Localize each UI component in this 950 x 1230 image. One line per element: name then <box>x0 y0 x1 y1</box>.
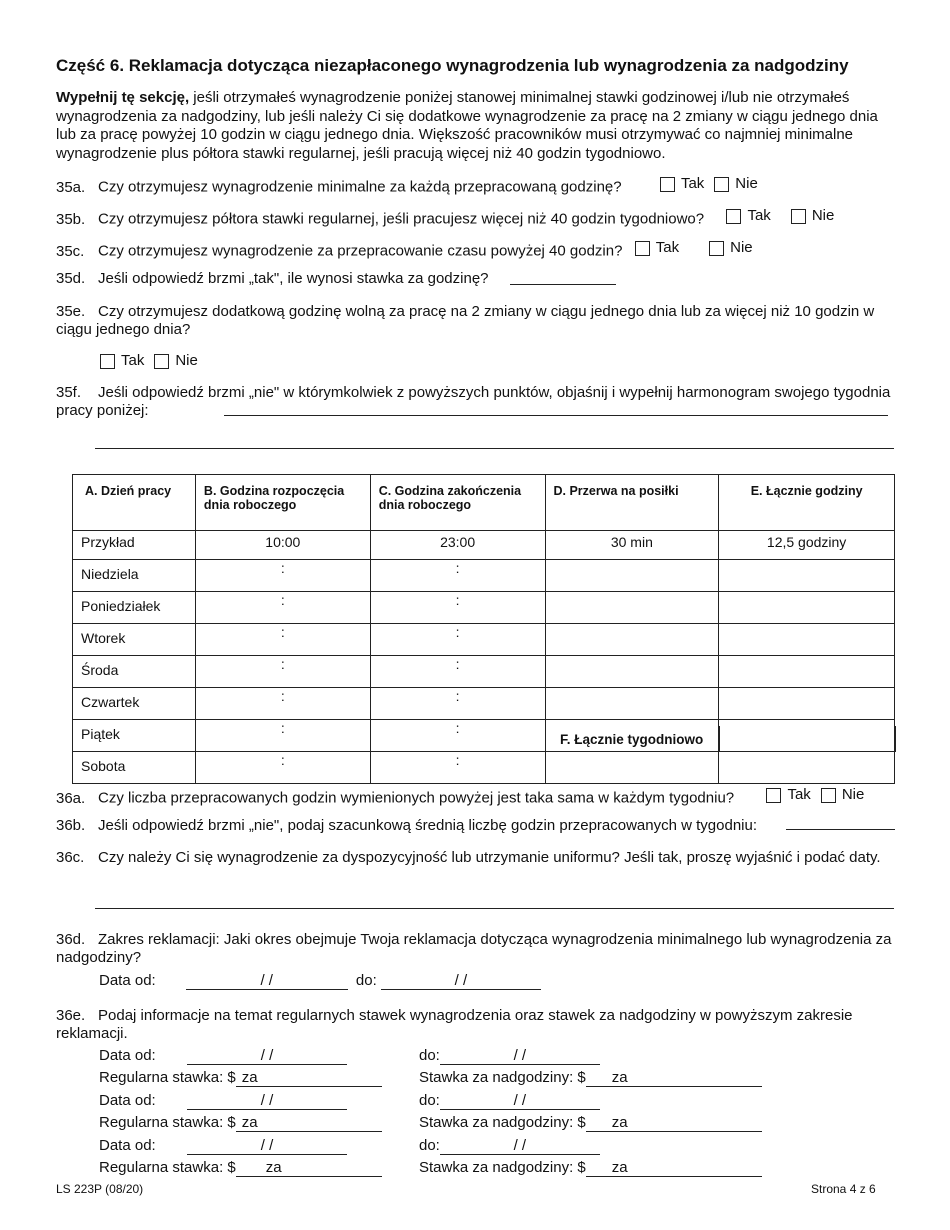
regular-rate-label: Regularna stawka: $ <box>99 1069 236 1086</box>
table-row <box>73 624 895 656</box>
option-no-label: Nie <box>811 207 835 224</box>
overtime-rate-2-field[interactable]: za <box>586 1114 762 1132</box>
hourly-rate-field[interactable] <box>510 284 616 285</box>
end-time-cell[interactable]: : <box>370 592 545 624</box>
question-number: 36b. <box>56 817 86 834</box>
question-text: Jeśli odpowiedź brzmi „tak", ile wynosi stawka za godzinę? <box>98 270 489 287</box>
start-time-cell[interactable]: : <box>195 560 370 592</box>
end-time-cell[interactable]: : <box>370 752 545 784</box>
rate-period-2-to <box>419 1092 600 1110</box>
rate-period-2-from <box>99 1092 347 1110</box>
example-total: 12,5 godziny <box>719 531 895 560</box>
explanation-field-line-2[interactable] <box>95 448 894 449</box>
overtime-rate-label: Stawka za nadgodziny: $ <box>419 1114 586 1131</box>
question-35e-options <box>100 352 208 374</box>
date-from-label: Data od: <box>99 1047 156 1064</box>
explanation-field-line-1[interactable] <box>224 415 888 416</box>
meal-break-cell[interactable] <box>545 624 719 656</box>
header-work-day: A. Dzień pracy <box>73 475 196 531</box>
example-end: 23:00 <box>370 531 545 560</box>
start-time-cell[interactable]: : <box>195 592 370 624</box>
day-label: Sobota <box>73 752 196 784</box>
option-yes-label: Tak <box>787 786 811 803</box>
overtime-rate-2 <box>419 1114 762 1132</box>
start-time-cell[interactable]: : <box>195 656 370 688</box>
option-yes-label: Tak <box>655 239 680 256</box>
question-36b <box>56 817 757 835</box>
to-label: do: <box>419 1092 440 1109</box>
end-time-cell[interactable]: : <box>370 560 545 592</box>
on-call-explanation-field[interactable] <box>95 908 894 909</box>
example-day: Przykład <box>73 531 196 560</box>
question-number: 36c. <box>56 849 85 866</box>
total-hours-cell[interactable] <box>719 688 895 720</box>
checkbox-35c-yes[interactable] <box>635 241 650 256</box>
form-id: LS 223P (08/20) <box>56 1182 144 1196</box>
claim-period-row <box>99 972 541 990</box>
table-row <box>73 656 895 688</box>
claim-date-to-field[interactable]: / / <box>381 972 541 990</box>
start-time-cell[interactable]: : <box>195 752 370 784</box>
start-time-cell[interactable]: : <box>195 720 370 752</box>
start-time-cell[interactable]: : <box>195 624 370 656</box>
meal-break-cell[interactable] <box>545 656 719 688</box>
question-text: Jeśli odpowiedź brzmi „nie" w którymkolwiek z powyższych punktów, objaśnij i wypełnij harmonogram swojego tygodnia pracy poniżej: <box>56 384 891 419</box>
question-text: Zakres reklamacji: Jaki okres obejmuje Twoja reklamacja dotycząca wynagrodzenia minimalnego lub wynagrodzenia za nadgodziny? <box>56 931 892 966</box>
average-hours-field[interactable] <box>786 829 895 830</box>
to-label: do: <box>419 1137 440 1154</box>
checkbox-35e-yes[interactable] <box>100 354 115 369</box>
checkbox-35a-no[interactable] <box>714 177 729 192</box>
overtime-rate-1-field[interactable]: za <box>586 1069 762 1087</box>
header-meal-break: D. Przerwa na posiłki <box>545 475 719 531</box>
question-number: 36a. <box>56 789 86 807</box>
to-label: do: <box>355 972 377 989</box>
checkbox-35e-no[interactable] <box>154 354 169 369</box>
intro-text: jeśli otrzymałeś wynagrodzenie poniżej stanowej minimalnej stawki godzinowej i/lub nie otrzymałeś wynagrodzenia za nadgodziny, lub jeśli należy Ci się dodatkowe wynagrodzenie za pracę na 2 zmiany w ciągu jednego dnia lub za pracę powyżej 10 godzin w ciągu jednego dnia. Większość pracowników musi otrzymywać co najmniej minimalne wynagrodzenie plus półtora stawki regularnej, jeśli pracują więcej niż 40 godzin tygodniowo. <box>56 89 878 162</box>
date-from-label: Data od: <box>99 1092 156 1109</box>
option-yes-label: Tak <box>121 352 145 369</box>
page-number: Strona 4 z 6 <box>811 1182 876 1196</box>
table-row <box>73 560 895 592</box>
regular-rate-label: Regularna stawka: $ <box>99 1159 236 1176</box>
regular-rate-2-field[interactable]: za <box>236 1114 382 1132</box>
regular-rate-3 <box>99 1159 382 1177</box>
table-row <box>73 688 895 720</box>
question-35e <box>56 303 896 339</box>
rate-period-1-from <box>99 1047 347 1065</box>
question-number: 35b. <box>56 210 86 228</box>
overtime-rate-1 <box>419 1069 762 1087</box>
total-hours-cell[interactable] <box>719 752 895 784</box>
rate-period-1-to <box>419 1047 600 1065</box>
weekly-total-field[interactable] <box>719 726 896 752</box>
start-time-cell[interactable]: : <box>195 688 370 720</box>
end-time-cell[interactable]: : <box>370 624 545 656</box>
checkbox-35b-yes[interactable] <box>726 209 741 224</box>
example-break: 30 min <box>545 531 719 560</box>
regular-rate-1 <box>99 1069 382 1087</box>
checkbox-36a-no[interactable] <box>821 788 836 803</box>
question-text: Czy otrzymujesz wynagrodzenie za przepracowanie czasu powyżej 40 godzin? <box>98 242 623 260</box>
overtime-rate-3-field[interactable]: za <box>586 1159 762 1177</box>
table-row <box>73 752 895 784</box>
checkbox-35c-no[interactable] <box>709 241 724 256</box>
meal-break-cell[interactable] <box>545 560 719 592</box>
option-no-label: Nie <box>841 786 865 803</box>
total-hours-cell[interactable] <box>719 624 895 656</box>
rate-3-date-to-field[interactable]: / / <box>440 1137 600 1155</box>
claim-date-from-field[interactable]: / / <box>186 972 348 990</box>
question-number: 35c. <box>56 242 85 260</box>
question-35c <box>56 239 763 261</box>
option-yes-label: Tak <box>747 207 771 224</box>
option-no-label: Nie <box>735 175 758 192</box>
overtime-rate-label: Stawka za nadgodziny: $ <box>419 1159 586 1176</box>
day-label: Niedziela <box>73 560 196 592</box>
question-text: Podaj informacje na temat regularnych stawek wynagrodzenia oraz stawek za nadgodziny w powyższym zakresie reklamacji. <box>56 1007 853 1042</box>
example-start: 10:00 <box>195 531 370 560</box>
checkbox-35b-no[interactable] <box>791 209 806 224</box>
rate-period-3-to <box>419 1137 600 1155</box>
question-number: 36e. <box>56 1007 86 1024</box>
day-label: Wtorek <box>73 624 196 656</box>
question-35b <box>56 207 844 229</box>
table-header-row <box>73 475 895 531</box>
rate-2-date-to-field[interactable]: / / <box>440 1092 600 1110</box>
date-from-label: Data od: <box>99 972 156 989</box>
question-number: 35e. <box>56 303 86 320</box>
meal-break-cell[interactable] <box>545 752 719 784</box>
question-36c <box>56 849 896 867</box>
meal-break-cell[interactable] <box>545 688 719 720</box>
overtime-rate-label: Stawka za nadgodziny: $ <box>419 1069 586 1086</box>
weekly-total-label: F. Łącznie tygodniowo <box>560 732 704 747</box>
question-text: Czy liczba przepracowanych godzin wymienionych powyżej jest taka sama w każdym tygodniu? <box>98 789 735 807</box>
header-end-time: C. Godzina zakończenia dnia roboczego <box>370 475 545 531</box>
header-total-hours: E. Łącznie godziny <box>719 475 895 531</box>
total-hours-cell[interactable] <box>719 560 895 592</box>
total-hours-cell[interactable] <box>719 656 895 688</box>
to-label: do: <box>419 1047 440 1064</box>
rate-period-3-from <box>99 1137 347 1155</box>
end-time-cell[interactable]: : <box>370 720 545 752</box>
question-number: 36d. <box>56 931 86 948</box>
question-number: 35f. <box>56 384 82 401</box>
checkbox-35a-yes[interactable] <box>660 177 675 192</box>
checkbox-36a-yes[interactable] <box>766 788 781 803</box>
option-no-label: Nie <box>175 352 198 369</box>
section-intro <box>56 89 896 163</box>
date-from-label: Data od: <box>99 1137 156 1154</box>
day-label: Poniedziałek <box>73 592 196 624</box>
regular-rate-2 <box>99 1114 382 1132</box>
day-label: Piątek <box>73 720 196 752</box>
question-text: Czy otrzymujesz półtora stawki regularnej, jeśli pracujesz więcej niż 40 godzin tygodniowo? <box>98 210 705 228</box>
end-time-cell[interactable]: : <box>370 688 545 720</box>
question-36a <box>56 786 874 808</box>
option-no-label: Nie <box>730 239 753 256</box>
option-yes-label: Tak <box>680 175 705 192</box>
regular-rate-3-field[interactable]: za <box>236 1159 382 1177</box>
regular-rate-label: Regularna stawka: $ <box>99 1114 236 1131</box>
question-text: Jeśli odpowiedź brzmi „nie", podaj szacunkową średnią liczbę godzin przepracowanych w tygodniu: <box>98 817 758 834</box>
total-hours-cell[interactable] <box>719 592 895 624</box>
day-label: Czwartek <box>73 688 196 720</box>
table-row <box>73 592 895 624</box>
meal-break-cell[interactable] <box>545 592 719 624</box>
question-36e <box>56 1007 896 1043</box>
header-start-time: B. Godzina rozpoczęcia dnia roboczego <box>195 475 370 531</box>
rate-1-date-from-field[interactable]: / / <box>187 1047 347 1065</box>
question-36d <box>56 931 896 967</box>
regular-rate-1-field[interactable]: za <box>236 1069 382 1087</box>
question-text: Czy otrzymujesz dodatkową godzinę wolną za pracę na 2 zmiany w ciągu jednego dnia lub za więcej niż 10 godzin w ciągu jednego dnia? <box>56 303 875 338</box>
intro-bold: Wypełnij tę sekcję, <box>56 89 190 106</box>
day-label: Środa <box>73 656 196 688</box>
table-row-example <box>73 531 895 560</box>
question-number: 35d. <box>56 270 86 287</box>
rate-3-date-from-field[interactable]: / / <box>187 1137 347 1155</box>
rate-2-date-from-field[interactable]: / / <box>187 1092 347 1110</box>
section-title: Część 6. Reklamacja dotycząca niezapłaconego wynagrodzenia lub wynagrodzenia za nadgodziny <box>56 56 849 75</box>
question-text: Czy otrzymujesz wynagrodzenie minimalne za każdą przepracowaną godzinę? <box>98 178 622 196</box>
question-35d <box>56 270 489 288</box>
overtime-rate-3 <box>419 1159 762 1177</box>
question-35a <box>56 175 768 197</box>
question-text: Czy należy Ci się wynagrodzenie za dyspozycyjność lub utrzymanie uniformu? Jeśli tak, proszę wyjaśnić i podać daty. <box>98 849 881 866</box>
end-time-cell[interactable]: : <box>370 656 545 688</box>
rate-1-date-to-field[interactable]: / / <box>440 1047 600 1065</box>
question-number: 35a. <box>56 178 86 196</box>
